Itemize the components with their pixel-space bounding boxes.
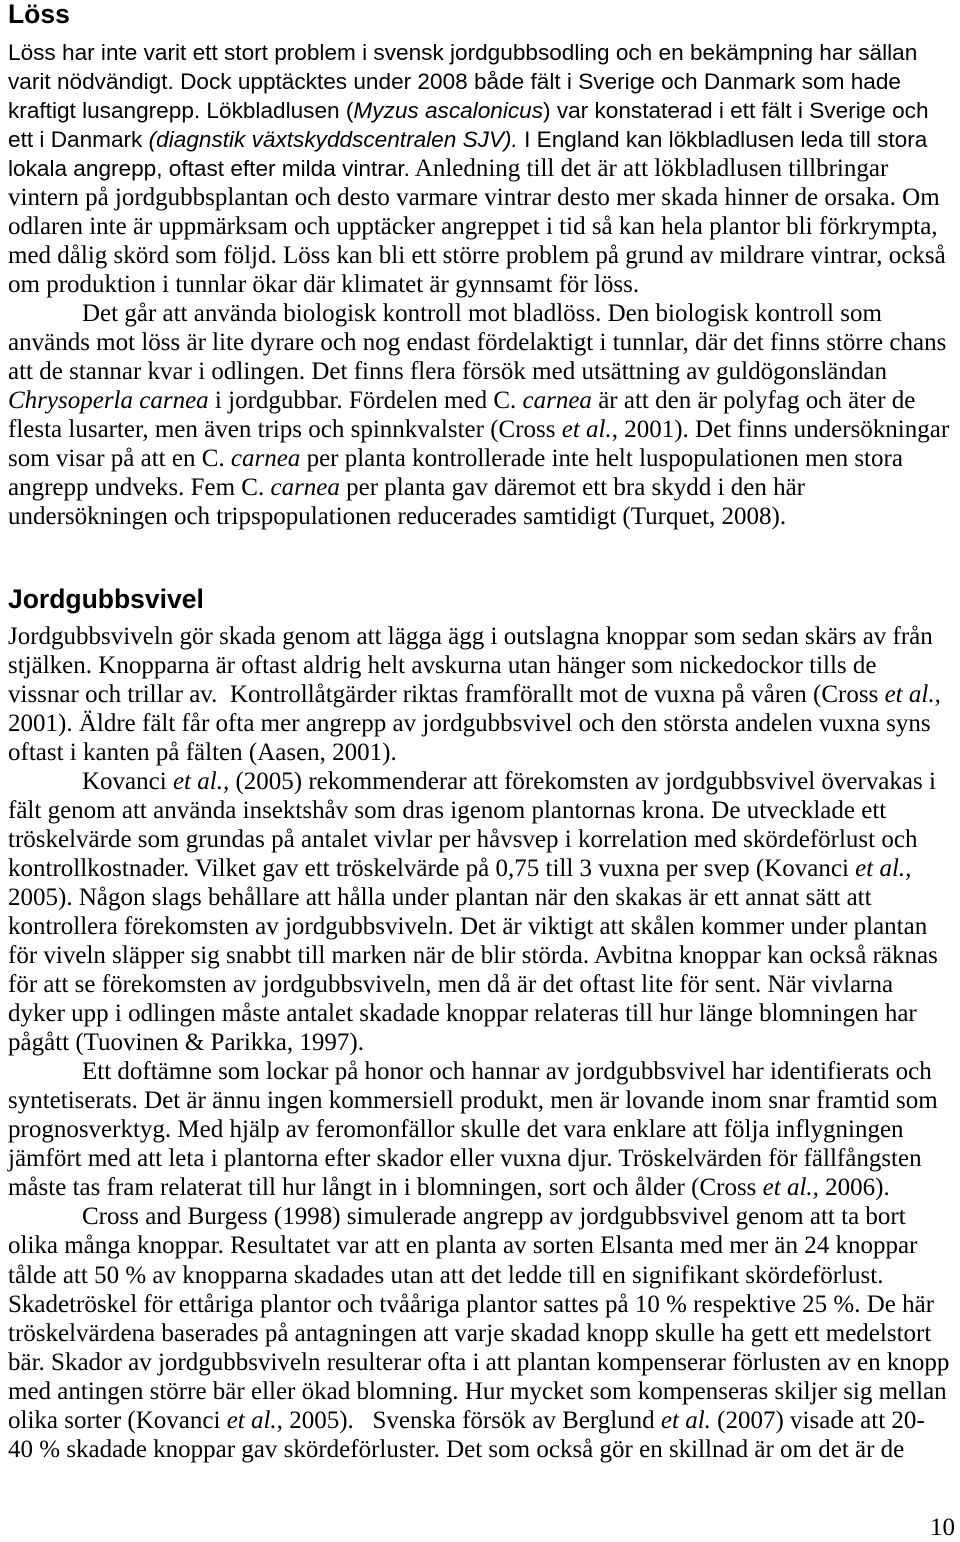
text-segment: 2005). Någon slags behållare att hålla under plantan när den skakas är ett annat sätt att bbox=[8, 883, 872, 911]
text-segment: fält genom att använda insektshåv som dras igenom plantornas krona. De utvecklade ett bbox=[8, 796, 887, 824]
text-line bbox=[0, 125, 960, 154]
text-segment: som visar på att en C. bbox=[8, 445, 231, 473]
text-segment: tröskelvärde som grundas på antalet vivlar per håvsvep i korrelation med skördeförlust och bbox=[8, 825, 918, 853]
text-segment: per planta kontrollerade inte helt luspopulationen men stora bbox=[300, 445, 903, 473]
text-line bbox=[0, 883, 960, 912]
text-segment: Jordgubbsviveln gör skada genom att lägga ägg i outslagna knoppar som sedan skärs av från bbox=[8, 622, 933, 650]
text-segment: syntetiserats. Det är ännu ingen kommersiell produkt, men är lovande inom snar framtid som bbox=[8, 1087, 938, 1115]
text-segment: flesta lusarter, men även trips och spinnkvalster (Cross bbox=[8, 416, 562, 444]
text-segment: Cross and Burgess (1998) simulerade angrepp av jordgubbsvivel genom att ta bort bbox=[82, 1203, 906, 1231]
text-line bbox=[0, 38, 960, 67]
text-segment: Det går att använda biologisk kontroll mot bladlöss. Den biologisk kontroll som bbox=[82, 299, 882, 327]
text-line bbox=[0, 854, 960, 883]
text-line bbox=[0, 709, 960, 738]
text-segment: lokala angrepp, oftast efter milda vintrar. bbox=[8, 155, 410, 181]
text-segment: Kovanci bbox=[82, 767, 173, 795]
text-segment: att de stannar kvar i odlingen. Det finns flera försök med utsättning av guldögonsländan bbox=[8, 358, 887, 386]
text-line bbox=[0, 1290, 960, 1319]
text-line bbox=[0, 357, 960, 386]
text-segment: odlaren inte är uppmärksam och upptäcker angreppet i tid så kan hela plantor bli förkrympta, bbox=[8, 212, 938, 240]
text-line bbox=[0, 502, 960, 531]
text-segment: jämfört med att leta i plantorna efter skador eller vuxna djur. Tröskelvärden för fällfångsten bbox=[8, 1145, 922, 1173]
italic-term: carnea bbox=[522, 387, 592, 415]
paragraph bbox=[0, 1057, 960, 1202]
text-line bbox=[0, 651, 960, 680]
text-segment: angrepp undveks. Fem C. bbox=[8, 474, 271, 502]
text-segment: kontrollera förekomsten av jordgubbsviveln. Det är viktigt att skålen kommer under plantan bbox=[8, 912, 928, 940]
text-line bbox=[0, 154, 960, 183]
italic-term: Chrysoperla carnea bbox=[8, 387, 209, 415]
text-line bbox=[0, 473, 960, 502]
text-line bbox=[0, 622, 960, 651]
italic-term: et al. bbox=[660, 1406, 711, 1434]
italic-term: et al., bbox=[762, 1174, 819, 1202]
text-segment: prognosverktyg. Med hjälp av feromonfällor skulle det vara enklare att följa inflygningen bbox=[8, 1116, 904, 1144]
text-line bbox=[0, 941, 960, 970]
text-segment: , 2001). Det finns undersökningar bbox=[611, 416, 950, 444]
text-line bbox=[0, 1406, 960, 1435]
text-segment: 2005). Svenska försök av Berglund bbox=[282, 1406, 661, 1434]
text-segment: dyker upp i odlingen måste antalet skadade knoppar relateras till hur länge blomningen har bbox=[8, 1000, 917, 1028]
text-segment: vissnar och trillar av. Kontrollåtgärder riktas framförallt mot de vuxna på våren (Cross bbox=[8, 680, 885, 708]
section-body-loss bbox=[0, 38, 960, 532]
text-line bbox=[0, 1348, 960, 1377]
page-number: 10 bbox=[930, 1514, 955, 1541]
text-segment: varit nödvändigt. Dock upptäcktes under 2008 både fält i Sverige och Danmark som hade bbox=[8, 68, 901, 94]
text-line bbox=[0, 1057, 960, 1086]
italic-term: carnea bbox=[270, 474, 340, 502]
text-segment: oftast i kanten på fälten (Aasen, 2001). bbox=[8, 738, 397, 766]
paragraph bbox=[0, 767, 960, 1057]
section-heading-jordgubbsvivel: Jordgubbsvivel bbox=[8, 583, 204, 614]
paragraph bbox=[0, 1202, 960, 1463]
text-segment: med antingen större bär eller ökad blomning. Hur mycket som kompenseras skiljer sig mellan bbox=[8, 1377, 947, 1405]
text-line bbox=[0, 738, 960, 767]
text-segment: Ett doftämne som lockar på honor och hannar av jordgubbsvivel har identifierats och bbox=[82, 1058, 932, 1086]
text-line bbox=[0, 386, 960, 415]
text-line bbox=[0, 680, 960, 709]
italic-term: et al., bbox=[226, 1406, 283, 1434]
text-segment: Löss har inte varit ett stort problem i svensk jordgubbsodling och en bekämpning har sällan bbox=[8, 39, 918, 65]
text-line bbox=[0, 328, 960, 357]
text-segment: pågått (Tuovinen & Parikka, 1997). bbox=[8, 1029, 364, 1057]
text-line bbox=[0, 212, 960, 241]
text-line bbox=[0, 999, 960, 1028]
text-line bbox=[0, 1144, 960, 1173]
text-segment: för viveln släpper sig snabbt till marken när de blir störda. Avbitna knoppar kan också räknas bbox=[8, 942, 938, 970]
text-line bbox=[0, 1173, 960, 1202]
text-segment: ett i Danmark bbox=[8, 126, 149, 152]
text-line bbox=[0, 96, 960, 125]
text-line bbox=[0, 241, 960, 270]
italic-term: (diagnstik växtskyddscentralen SJV). bbox=[148, 126, 518, 152]
text-line bbox=[0, 825, 960, 854]
text-segment: kraftigt lusangrepp. Lökbladlusen ( bbox=[8, 97, 354, 123]
section-heading-loss: Löss bbox=[8, 0, 70, 29]
text-segment: vintern på jordgubbsplantan och desto varmare vintrar desto mer skada hinner de orsaka. Om bbox=[8, 183, 940, 211]
text-line bbox=[0, 1377, 960, 1406]
text-line bbox=[0, 796, 960, 825]
paragraph bbox=[0, 38, 960, 299]
text-line bbox=[0, 299, 960, 328]
text-segment: Skadetröskel för ettåriga plantor och tvååriga plantor sattes på 10 % respektive 25 %. De här bbox=[8, 1290, 935, 1318]
text-segment: tröskelvärdena baserades på antagningen att varje skadad knopp skulle ha gett ett medelstort bbox=[8, 1319, 932, 1347]
paragraph bbox=[0, 622, 960, 767]
text-line bbox=[0, 415, 960, 444]
text-segment: per planta gav däremot ett bra skydd i den här bbox=[339, 474, 806, 502]
text-line bbox=[0, 1202, 960, 1231]
text-segment: med dålig skörd som följd. Löss kan bli ett större problem på grund av mildrare vintrar, också bbox=[8, 241, 946, 269]
text-line bbox=[0, 912, 960, 941]
text-segment: 40 % skadade knoppar gav skördeförluster. Det som också gör en skillnad är om det är de bbox=[8, 1435, 905, 1463]
text-segment: 2006). bbox=[818, 1174, 890, 1202]
text-segment: stjälken. Knopparna är oftast aldrig helt avskurna utan hänger som nickedockor tills de bbox=[8, 651, 877, 679]
italic-term: Myzus ascalonicus bbox=[353, 97, 544, 123]
paragraph bbox=[0, 299, 960, 531]
italic-term: et al. bbox=[561, 416, 612, 444]
text-segment: 2001). Äldre fält får ofta mer angrepp av jordgubbsvivel och den största andelen vuxna syns bbox=[8, 709, 931, 737]
text-line bbox=[0, 1435, 960, 1464]
text-line bbox=[0, 1319, 960, 1348]
text-segment: tålde att 50 % av knopparna skadades utan att det ledde till en signifikant skördeförlust. bbox=[8, 1261, 884, 1289]
text-segment: i jordgubbar. Fördelen med C. bbox=[208, 387, 523, 415]
text-segment: för att se förekomsten av jordgubbsviveln, men då är det oftast lite för sent. När vivlarna bbox=[8, 971, 894, 999]
text-line bbox=[0, 67, 960, 96]
text-line bbox=[0, 970, 960, 999]
text-segment: olika sorter (Kovanci bbox=[8, 1406, 227, 1434]
text-segment: är att den är polyfag och äter de bbox=[591, 387, 916, 415]
text-segment: används mot löss är lite dyrare och nog endast fördelaktigt i tunnlar, där det finns större chans bbox=[8, 328, 947, 356]
text-line bbox=[0, 1028, 960, 1057]
text-segment: olika många knoppar. Resultatet var att en planta av sorten Elsanta med mer än 24 knoppar bbox=[8, 1232, 918, 1260]
text-segment: (2007) visade att 20- bbox=[710, 1406, 925, 1434]
italic-term: et al., bbox=[884, 680, 941, 708]
text-segment: I England kan lökbladlusen leda till stora bbox=[517, 126, 928, 152]
text-line bbox=[0, 1115, 960, 1144]
text-segment: om produktion i tunnlar ökar där klimatet är gynnsamt för löss. bbox=[8, 270, 640, 298]
text-line bbox=[0, 767, 960, 796]
text-line bbox=[0, 444, 960, 473]
text-segment: ) var konstaterad i ett fält i Sverige och bbox=[543, 97, 929, 123]
text-line bbox=[0, 1086, 960, 1115]
text-segment: kontrollkostnader. Vilket gav ett tröskelvärde på 0,75 till 3 vuxna per svep (Kovanci bbox=[8, 854, 856, 882]
section-body-jordgubbsvivel bbox=[0, 622, 960, 1464]
text-segment: Anledning till det är att lökbladlusen tillbringar bbox=[409, 154, 889, 182]
text-segment: måste tas fram relaterat till hur långt in i blomningen, sort och ålder (Cross bbox=[8, 1174, 763, 1202]
text-line bbox=[0, 1261, 960, 1290]
italic-term: carnea bbox=[230, 445, 301, 473]
text-line bbox=[0, 183, 960, 212]
text-line bbox=[0, 270, 960, 299]
text-line bbox=[0, 1231, 960, 1260]
italic-term: et al., bbox=[855, 854, 912, 882]
italic-term: et al., bbox=[172, 767, 230, 795]
text-segment: (2005) rekommenderar att förekomsten av jordgubbsvivel övervakas i bbox=[229, 767, 936, 795]
text-segment: undersökningen och tripspopulationen reducerades samtidigt (Turquet, 2008). bbox=[8, 503, 787, 531]
text-segment: bär. Skador av jordgubbsviveln resulterar ofta i att plantan kompenserar förlusten av en knopp bbox=[8, 1348, 950, 1376]
